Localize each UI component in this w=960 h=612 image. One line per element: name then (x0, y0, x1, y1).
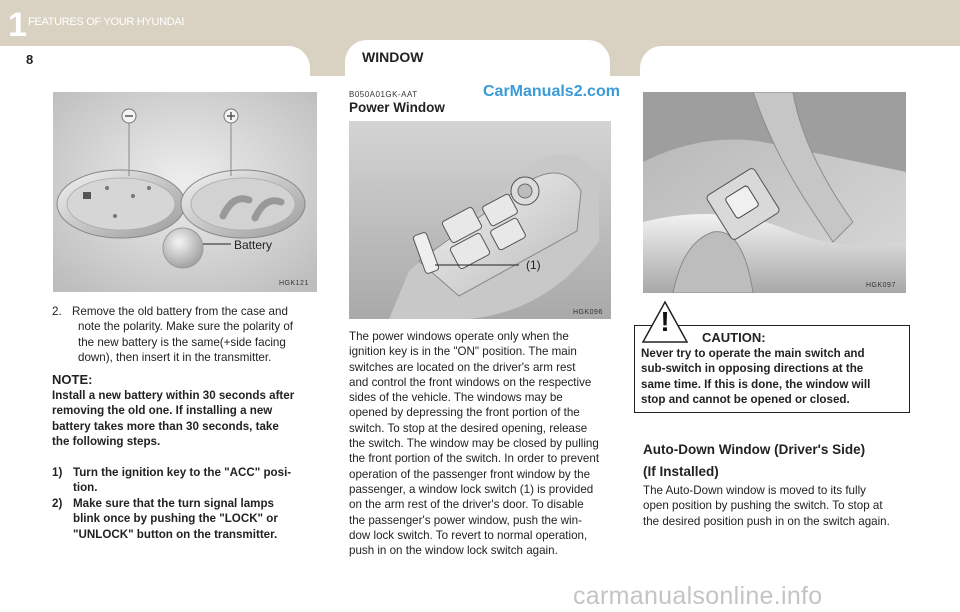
left-page-tab (0, 46, 310, 76)
paragraph-line: sides of the vehicle. The windows may be (349, 391, 563, 405)
step-2 (52, 304, 318, 365)
note-line: battery takes more than 30 seconds, take (52, 419, 279, 433)
door-switch-illustration (643, 92, 906, 293)
right-page-tab (640, 46, 960, 76)
caution-line: sub-switch in opposing directions at the (641, 362, 864, 376)
note-step-2 (52, 496, 318, 542)
watermark-bottom: carmanualsonline.info (573, 582, 823, 610)
step-2-line: down), then insert it in the transmitter. (78, 350, 272, 364)
caution-line: Never try to operate the main switch and (641, 347, 865, 360)
step-2-line: note the polarity. Make sure the polarity of (78, 320, 294, 334)
note-step-line: Make sure that the turn signal lamps (73, 497, 275, 510)
battery-callout: Battery (234, 238, 273, 252)
chapter-title: FEATURES OF YOUR HYUNDAI (28, 16, 185, 28)
note-step-line: "UNLOCK" button on the transmitter. (73, 527, 278, 541)
paragraph-line: switch. To stop at the desired opening, release (349, 421, 588, 435)
step-2-number: 2. (52, 305, 62, 318)
battery-coin (163, 228, 203, 268)
note-step-line: blink once by pushing the "LOCK" or (73, 512, 278, 526)
caution-text (641, 346, 905, 407)
auto-down-heading (643, 439, 865, 483)
power-window-switch-illustration (349, 121, 611, 319)
auto-down-heading-line: Auto-Down Window (Driver's Side) (643, 442, 866, 457)
paragraph-line: the switch. The window may be closed by pulling (349, 437, 599, 451)
note-step-line: tion. (73, 481, 98, 495)
chapter-number: 1 (8, 6, 27, 44)
paragraph-line: push in on the window lock switch again. (349, 544, 558, 558)
battery-illustration (53, 92, 317, 292)
paragraph-line: opened by depressing the front portion of the (349, 406, 580, 420)
paragraph-line: dow lock switch. To revert to normal operation, (349, 528, 588, 542)
section-title: WINDOW (362, 49, 424, 65)
caution-title: CAUTION: (702, 330, 766, 345)
auto-down-heading-line: (If Installed) (643, 464, 719, 479)
power-window-paragraph (349, 329, 611, 558)
step-2-line: Remove the old battery from the case and (72, 305, 288, 318)
paragraph-line: operation of the passenger front window by the (349, 467, 591, 481)
paragraph-line: the desired position push in on the switch again. (643, 514, 890, 528)
page-number: 8 (26, 52, 34, 67)
paragraph-line: on the arm rest of the driver's door. To disable (349, 498, 584, 512)
paragraph-line: The Auto-Down window is moved to its fully (643, 484, 866, 497)
power-window-heading: Power Window (349, 100, 445, 115)
note-title: NOTE: (52, 372, 93, 387)
note-line: Install a new battery within 30 seconds after (52, 389, 295, 402)
figure-code-center: HGK096 (573, 309, 603, 316)
paragraph-line: the passenger's power window, push the win- (349, 513, 582, 527)
figure-code-right: HGK097 (866, 282, 896, 289)
section-code: B050A01GK-AAT (349, 90, 418, 99)
figure-code-left: HGK121 (279, 280, 309, 287)
auto-down-figure (643, 92, 906, 293)
auto-down-paragraph (643, 483, 907, 529)
watermark-top: CarManuals2.com (483, 83, 620, 100)
caution-line: same time. If this is done, the window will (641, 377, 871, 391)
note-step-line: Turn the ignition key to the "ACC" posi- (73, 466, 292, 479)
paragraph-line: ignition key is in the "ON" position. The main (349, 345, 577, 359)
power-window-figure (349, 121, 611, 319)
paragraph-line: passenger, a window lock switch (1) is provided (349, 482, 594, 496)
note-text (52, 388, 318, 449)
caution-symbol: ! (660, 306, 670, 337)
note-line: the following steps. (52, 434, 161, 448)
note-line: removing the old one. If installing a new (52, 404, 273, 418)
paragraph-line: the front portion of the switch. In order to prevent (349, 452, 600, 466)
paragraph-line: open position by pushing the switch. To stop at (643, 499, 883, 513)
paragraph-line: switches are located on the driver's arm rest (349, 360, 576, 374)
paragraph-line: The power windows operate only when the (349, 330, 569, 343)
step-2-line: the new battery is the same(+side facing (78, 335, 286, 349)
lock-switch-callout: (1) (526, 258, 541, 272)
battery-figure (53, 92, 317, 292)
caution-line: stop and cannot be opened or closed. (641, 392, 850, 406)
note-step-number: 1) (52, 466, 63, 479)
paragraph-line: and control the front windows on the respective (349, 375, 592, 389)
note-step-1 (52, 465, 318, 496)
note-step-number: 2) (52, 497, 63, 510)
